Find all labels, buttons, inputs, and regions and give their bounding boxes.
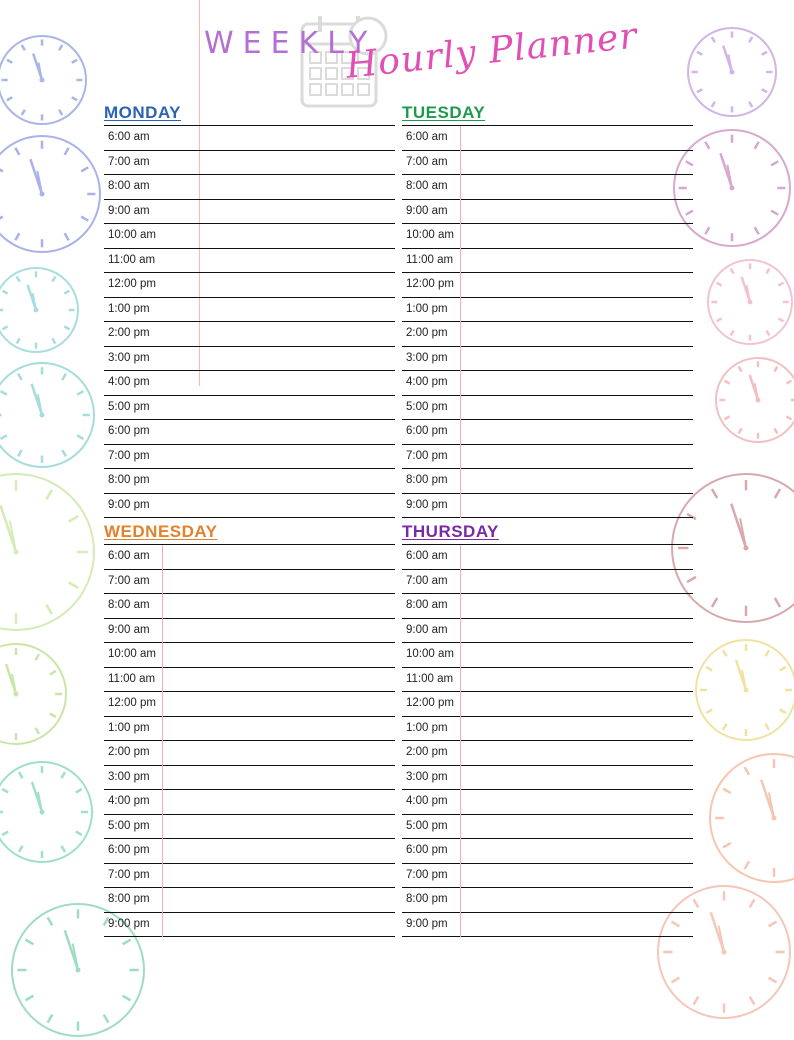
time-slot[interactable] bbox=[104, 815, 395, 840]
time-slot[interactable] bbox=[402, 692, 693, 717]
day-tuesday bbox=[402, 101, 693, 518]
time-slot[interactable] bbox=[402, 717, 693, 742]
time-slot[interactable] bbox=[402, 445, 693, 470]
time-label: 5:00 pm bbox=[406, 819, 448, 832]
time-slot[interactable] bbox=[104, 396, 395, 421]
time-slot[interactable] bbox=[402, 913, 693, 938]
day-wednesday bbox=[104, 520, 395, 937]
clock-icon bbox=[0, 136, 100, 252]
time-label: 9:00 pm bbox=[406, 917, 448, 930]
time-label: 10:00 am bbox=[406, 229, 454, 241]
time-label: 3:00 pm bbox=[108, 351, 150, 364]
time-slot[interactable] bbox=[104, 420, 395, 445]
time-slot[interactable] bbox=[104, 200, 395, 225]
time-slot[interactable] bbox=[402, 766, 693, 791]
clock-icon bbox=[0, 363, 94, 467]
time-slot[interactable] bbox=[104, 371, 395, 396]
time-label: 6:00 pm bbox=[406, 844, 448, 856]
day-title-thursday: THURSDAY bbox=[402, 522, 499, 541]
time-label: 11:00 am bbox=[108, 253, 156, 266]
time-label: 12:00 pm bbox=[108, 278, 156, 290]
time-slot[interactable] bbox=[104, 347, 395, 372]
time-label: 9:00 pm bbox=[406, 498, 448, 511]
time-slot[interactable] bbox=[104, 643, 395, 668]
time-label: 8:00 am bbox=[406, 599, 448, 611]
time-slot[interactable] bbox=[104, 322, 395, 347]
time-slot[interactable] bbox=[402, 200, 693, 225]
time-label: 12:00 pm bbox=[406, 697, 454, 709]
time-slot[interactable] bbox=[402, 151, 693, 176]
time-slot[interactable] bbox=[402, 888, 693, 913]
time-label: 2:00 pm bbox=[406, 327, 448, 339]
time-label: 4:00 pm bbox=[108, 376, 150, 388]
time-label: 6:00 pm bbox=[108, 425, 150, 437]
clock-icon bbox=[716, 358, 794, 442]
time-slot[interactable] bbox=[104, 692, 395, 717]
time-label: 9:00 pm bbox=[108, 917, 150, 930]
time-label: 9:00 am bbox=[406, 623, 448, 636]
time-label: 1:00 pm bbox=[108, 302, 150, 315]
time-label: 7:00 am bbox=[108, 574, 150, 587]
time-slot[interactable] bbox=[402, 790, 693, 815]
slot-divider bbox=[460, 126, 461, 518]
time-grid bbox=[104, 544, 395, 937]
clock-icon bbox=[696, 640, 794, 740]
time-slot[interactable] bbox=[402, 371, 693, 396]
time-label: 11:00 am bbox=[108, 672, 156, 685]
time-slot[interactable] bbox=[104, 913, 395, 938]
time-label: 7:00 am bbox=[406, 574, 448, 587]
time-label: 8:00 pm bbox=[108, 893, 150, 905]
time-slot[interactable] bbox=[104, 594, 395, 619]
time-slot[interactable] bbox=[402, 619, 693, 644]
time-label: 7:00 am bbox=[108, 155, 150, 168]
time-slot[interactable] bbox=[402, 224, 693, 249]
time-grid bbox=[402, 125, 693, 518]
time-label: 6:00 am bbox=[406, 131, 448, 143]
time-label: 7:00 am bbox=[406, 155, 448, 168]
time-label: 8:00 pm bbox=[406, 893, 448, 905]
time-label: 7:00 pm bbox=[406, 868, 448, 881]
time-label: 6:00 am bbox=[108, 550, 150, 562]
time-slot[interactable] bbox=[402, 570, 693, 595]
time-label: 11:00 am bbox=[406, 253, 454, 266]
time-label: 4:00 pm bbox=[406, 795, 448, 807]
time-slot[interactable] bbox=[104, 766, 395, 791]
clock-icon bbox=[0, 268, 78, 352]
time-slot[interactable] bbox=[402, 347, 693, 372]
day-title-tuesday: TUESDAY bbox=[402, 103, 486, 122]
time-slot[interactable] bbox=[104, 224, 395, 249]
time-label: 2:00 pm bbox=[406, 746, 448, 758]
title-script: Hourly Planner bbox=[343, 15, 640, 87]
time-slot[interactable] bbox=[402, 839, 693, 864]
time-label: 3:00 pm bbox=[108, 770, 150, 783]
time-slot[interactable] bbox=[402, 126, 693, 151]
time-label: 2:00 pm bbox=[108, 327, 150, 339]
time-label: 5:00 pm bbox=[108, 400, 150, 413]
title-weekly: WEEKLY bbox=[204, 26, 377, 61]
time-label: 7:00 pm bbox=[108, 449, 150, 462]
day-thursday bbox=[402, 520, 693, 937]
day-title-wednesday: WEDNESDAY bbox=[104, 522, 218, 541]
time-label: 6:00 pm bbox=[108, 844, 150, 856]
time-label: 5:00 pm bbox=[108, 819, 150, 832]
clock-icon bbox=[710, 754, 794, 882]
time-label: 7:00 pm bbox=[406, 449, 448, 462]
time-label: 6:00 am bbox=[406, 550, 448, 562]
time-slot[interactable] bbox=[104, 668, 395, 693]
clock-icon bbox=[0, 644, 66, 744]
time-slot[interactable] bbox=[402, 668, 693, 693]
time-label: 11:00 am bbox=[406, 672, 454, 685]
time-slot[interactable] bbox=[402, 864, 693, 889]
time-slot[interactable] bbox=[402, 249, 693, 274]
time-slot[interactable] bbox=[104, 888, 395, 913]
clock-icon bbox=[0, 474, 94, 630]
time-slot[interactable] bbox=[104, 445, 395, 470]
time-slot[interactable] bbox=[104, 619, 395, 644]
time-slot[interactable] bbox=[104, 175, 395, 200]
time-slot[interactable] bbox=[104, 298, 395, 323]
time-slot[interactable] bbox=[104, 717, 395, 742]
time-slot[interactable] bbox=[104, 273, 395, 298]
clock-icon bbox=[0, 36, 86, 124]
time-label: 9:00 am bbox=[108, 623, 150, 636]
time-label: 8:00 am bbox=[108, 599, 150, 611]
slot-divider bbox=[162, 545, 163, 937]
time-slot[interactable] bbox=[104, 790, 395, 815]
clock-icon bbox=[688, 28, 776, 116]
time-label: 12:00 pm bbox=[108, 697, 156, 709]
time-label: 6:00 pm bbox=[406, 425, 448, 437]
time-slot[interactable] bbox=[402, 273, 693, 298]
time-label: 4:00 pm bbox=[108, 795, 150, 807]
time-label: 9:00 am bbox=[406, 204, 448, 217]
time-slot[interactable] bbox=[402, 815, 693, 840]
time-slot[interactable] bbox=[104, 469, 395, 494]
time-grid bbox=[104, 125, 395, 518]
time-slot[interactable] bbox=[402, 469, 693, 494]
time-slot[interactable] bbox=[104, 249, 395, 274]
time-slot[interactable] bbox=[104, 570, 395, 595]
time-label: 8:00 am bbox=[406, 180, 448, 192]
clock-icon bbox=[0, 762, 92, 862]
time-slot[interactable] bbox=[402, 545, 693, 570]
time-label: 9:00 am bbox=[108, 204, 150, 217]
time-label: 7:00 pm bbox=[108, 868, 150, 881]
day-monday bbox=[104, 101, 395, 518]
time-slot[interactable] bbox=[402, 396, 693, 421]
time-label: 12:00 pm bbox=[406, 278, 454, 290]
clock-icon bbox=[708, 260, 792, 344]
time-label: 10:00 am bbox=[406, 648, 454, 660]
time-label: 10:00 am bbox=[108, 648, 156, 660]
time-label: 8:00 pm bbox=[108, 474, 150, 486]
time-label: 4:00 pm bbox=[406, 376, 448, 388]
slot-divider bbox=[460, 545, 461, 937]
time-slot[interactable] bbox=[402, 594, 693, 619]
time-slot[interactable] bbox=[104, 741, 395, 766]
time-label: 10:00 am bbox=[108, 229, 156, 241]
time-label: 2:00 pm bbox=[108, 746, 150, 758]
time-label: 6:00 am bbox=[108, 131, 150, 143]
time-slot[interactable] bbox=[104, 839, 395, 864]
time-label: 8:00 pm bbox=[406, 474, 448, 486]
time-label: 1:00 pm bbox=[406, 302, 448, 315]
time-slot[interactable] bbox=[402, 643, 693, 668]
time-slot[interactable] bbox=[104, 151, 395, 176]
time-slot[interactable] bbox=[104, 494, 395, 519]
time-label: 8:00 am bbox=[108, 180, 150, 192]
time-slot[interactable] bbox=[402, 741, 693, 766]
day-title-monday: MONDAY bbox=[104, 103, 181, 122]
time-label: 1:00 pm bbox=[406, 721, 448, 734]
time-slot[interactable] bbox=[104, 545, 395, 570]
time-slot[interactable] bbox=[402, 494, 693, 519]
time-grid bbox=[402, 544, 693, 937]
time-label: 3:00 pm bbox=[406, 351, 448, 364]
time-slot[interactable] bbox=[104, 126, 395, 151]
time-slot[interactable] bbox=[402, 322, 693, 347]
time-slot[interactable] bbox=[104, 864, 395, 889]
time-slot[interactable] bbox=[402, 298, 693, 323]
time-label: 1:00 pm bbox=[108, 721, 150, 734]
time-label: 3:00 pm bbox=[406, 770, 448, 783]
time-label: 5:00 pm bbox=[406, 400, 448, 413]
time-slot[interactable] bbox=[402, 175, 693, 200]
time-label: 9:00 pm bbox=[108, 498, 150, 511]
time-slot[interactable] bbox=[402, 420, 693, 445]
